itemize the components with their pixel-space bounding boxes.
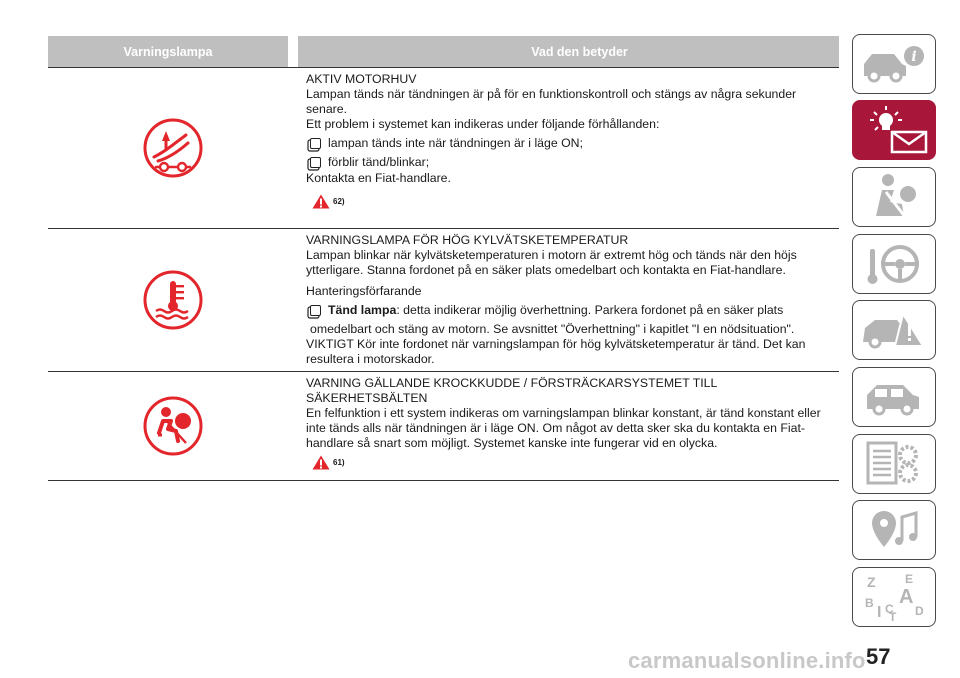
tab-maintenance[interactable] xyxy=(852,367,936,427)
list-item: förblir tänd/blinkar; xyxy=(310,155,839,170)
warning-lights-table xyxy=(48,36,839,481)
airbag-warning-icon xyxy=(142,395,204,457)
procedure-label: Hanteringsförfarande xyxy=(306,284,422,298)
tab-starting-driving[interactable] xyxy=(852,234,936,294)
row-title: VARNING GÄLLANDE KROCKKUDDE / FÖRSTRÄCKARSYSTEMET TILL SÄKERHETSBÄLTEN xyxy=(306,376,717,405)
row-text: VIKTIGT Kör inte fordonet när varningslampan för hög kylvätsketemperatur är tänd. Det kan resultera i motorskador. xyxy=(306,337,806,366)
car-service-icon xyxy=(859,375,929,419)
multimedia-icon xyxy=(864,505,924,555)
row-text: Kontakta en Fiat-handlare. xyxy=(306,171,451,185)
page-number: 57 xyxy=(866,644,891,669)
header-col-meaning: Vad den betyder xyxy=(531,44,628,59)
coolant-temperature-icon xyxy=(142,269,204,331)
tab-safety[interactable] xyxy=(852,167,936,227)
row-text: omedelbart och stäng av motorn. Se avsnittet "Överhettning" i kapitlet "I en nödsituation". xyxy=(310,322,795,336)
tab-emergency[interactable] xyxy=(852,300,936,360)
alphabetical-index-icon xyxy=(861,571,927,623)
row-title: VARNINGSLAMPA FÖR HÖG KYLVÄTSKETEMPERATUR xyxy=(306,233,629,247)
table-row xyxy=(48,68,839,229)
watermark: carmanualsonline.info xyxy=(628,648,866,673)
warning-reference: 61) xyxy=(312,455,839,470)
row-text: En felfunktion i ett system indikeras om varningslampan blinkar konstant, är tänd konstant eller inte tänds alls när tändningen är i läge ON. Om något av detta sker ska du kontakta en Fiat-handlare så snart som möjligt. Systemet kanske inte fungerar vid en olycka. xyxy=(306,406,821,450)
warning-triangle-icon xyxy=(312,455,330,470)
bonnet-warning-icon xyxy=(142,117,204,179)
tab-technical-data[interactable] xyxy=(852,434,936,494)
steering-key-icon xyxy=(864,239,924,289)
checkbox-bullet-icon xyxy=(310,305,321,316)
checkbox-bullet-icon xyxy=(310,157,321,168)
table-row xyxy=(48,229,839,372)
list-item: lampan tänds inte när tändningen är i läge ON; xyxy=(310,136,839,151)
row-title: AKTIV MOTORHUV xyxy=(306,72,417,86)
row-text: Ett problem i systemet kan indikeras under följande förhållanden: xyxy=(306,117,660,131)
tab-multimedia[interactable] xyxy=(852,500,936,560)
tab-index[interactable] xyxy=(852,567,936,627)
warning-reference: 62) xyxy=(312,194,839,209)
table-header xyxy=(48,36,839,68)
car-info-icon xyxy=(858,42,930,86)
svg-text:i: i xyxy=(911,49,917,65)
svg-text:D: D xyxy=(915,604,924,618)
car-emergency-icon xyxy=(859,306,929,354)
warning-lights-icon xyxy=(856,104,932,156)
svg-text:E: E xyxy=(905,572,914,586)
svg-text:A: A xyxy=(899,586,914,608)
svg-text:T: T xyxy=(889,610,897,623)
svg-text:I: I xyxy=(877,604,882,621)
row-text: Lampan tänds när tändningen är på för en funktionskontroll och stängs av några sekunder senare. xyxy=(306,87,797,116)
svg-text:Z: Z xyxy=(867,574,876,590)
header-col-warning-light: Varningslampa xyxy=(123,44,213,59)
checkbox-bullet-icon xyxy=(310,138,321,149)
tab-warning-lights[interactable] xyxy=(852,100,936,160)
technical-data-icon xyxy=(862,439,926,489)
seat-safety-icon xyxy=(864,172,924,222)
tab-car-info[interactable] xyxy=(852,34,936,94)
warning-triangle-icon xyxy=(312,194,330,209)
list-item: Tänd lampa: detta indikerar möjlig överhettning. Parkera fordonet på en säker plats xyxy=(310,303,839,318)
row-text: Lampan blinkar när kylvätsketemperaturen i motorn är extremt hög och tänds när den höjs ytterligare. Stanna fordonet på en säker plats omedelbart och kontakta en Fiat-handlare. xyxy=(306,248,797,277)
svg-text:C: C xyxy=(885,602,894,616)
svg-text:B: B xyxy=(865,596,874,610)
table-row xyxy=(48,372,839,481)
